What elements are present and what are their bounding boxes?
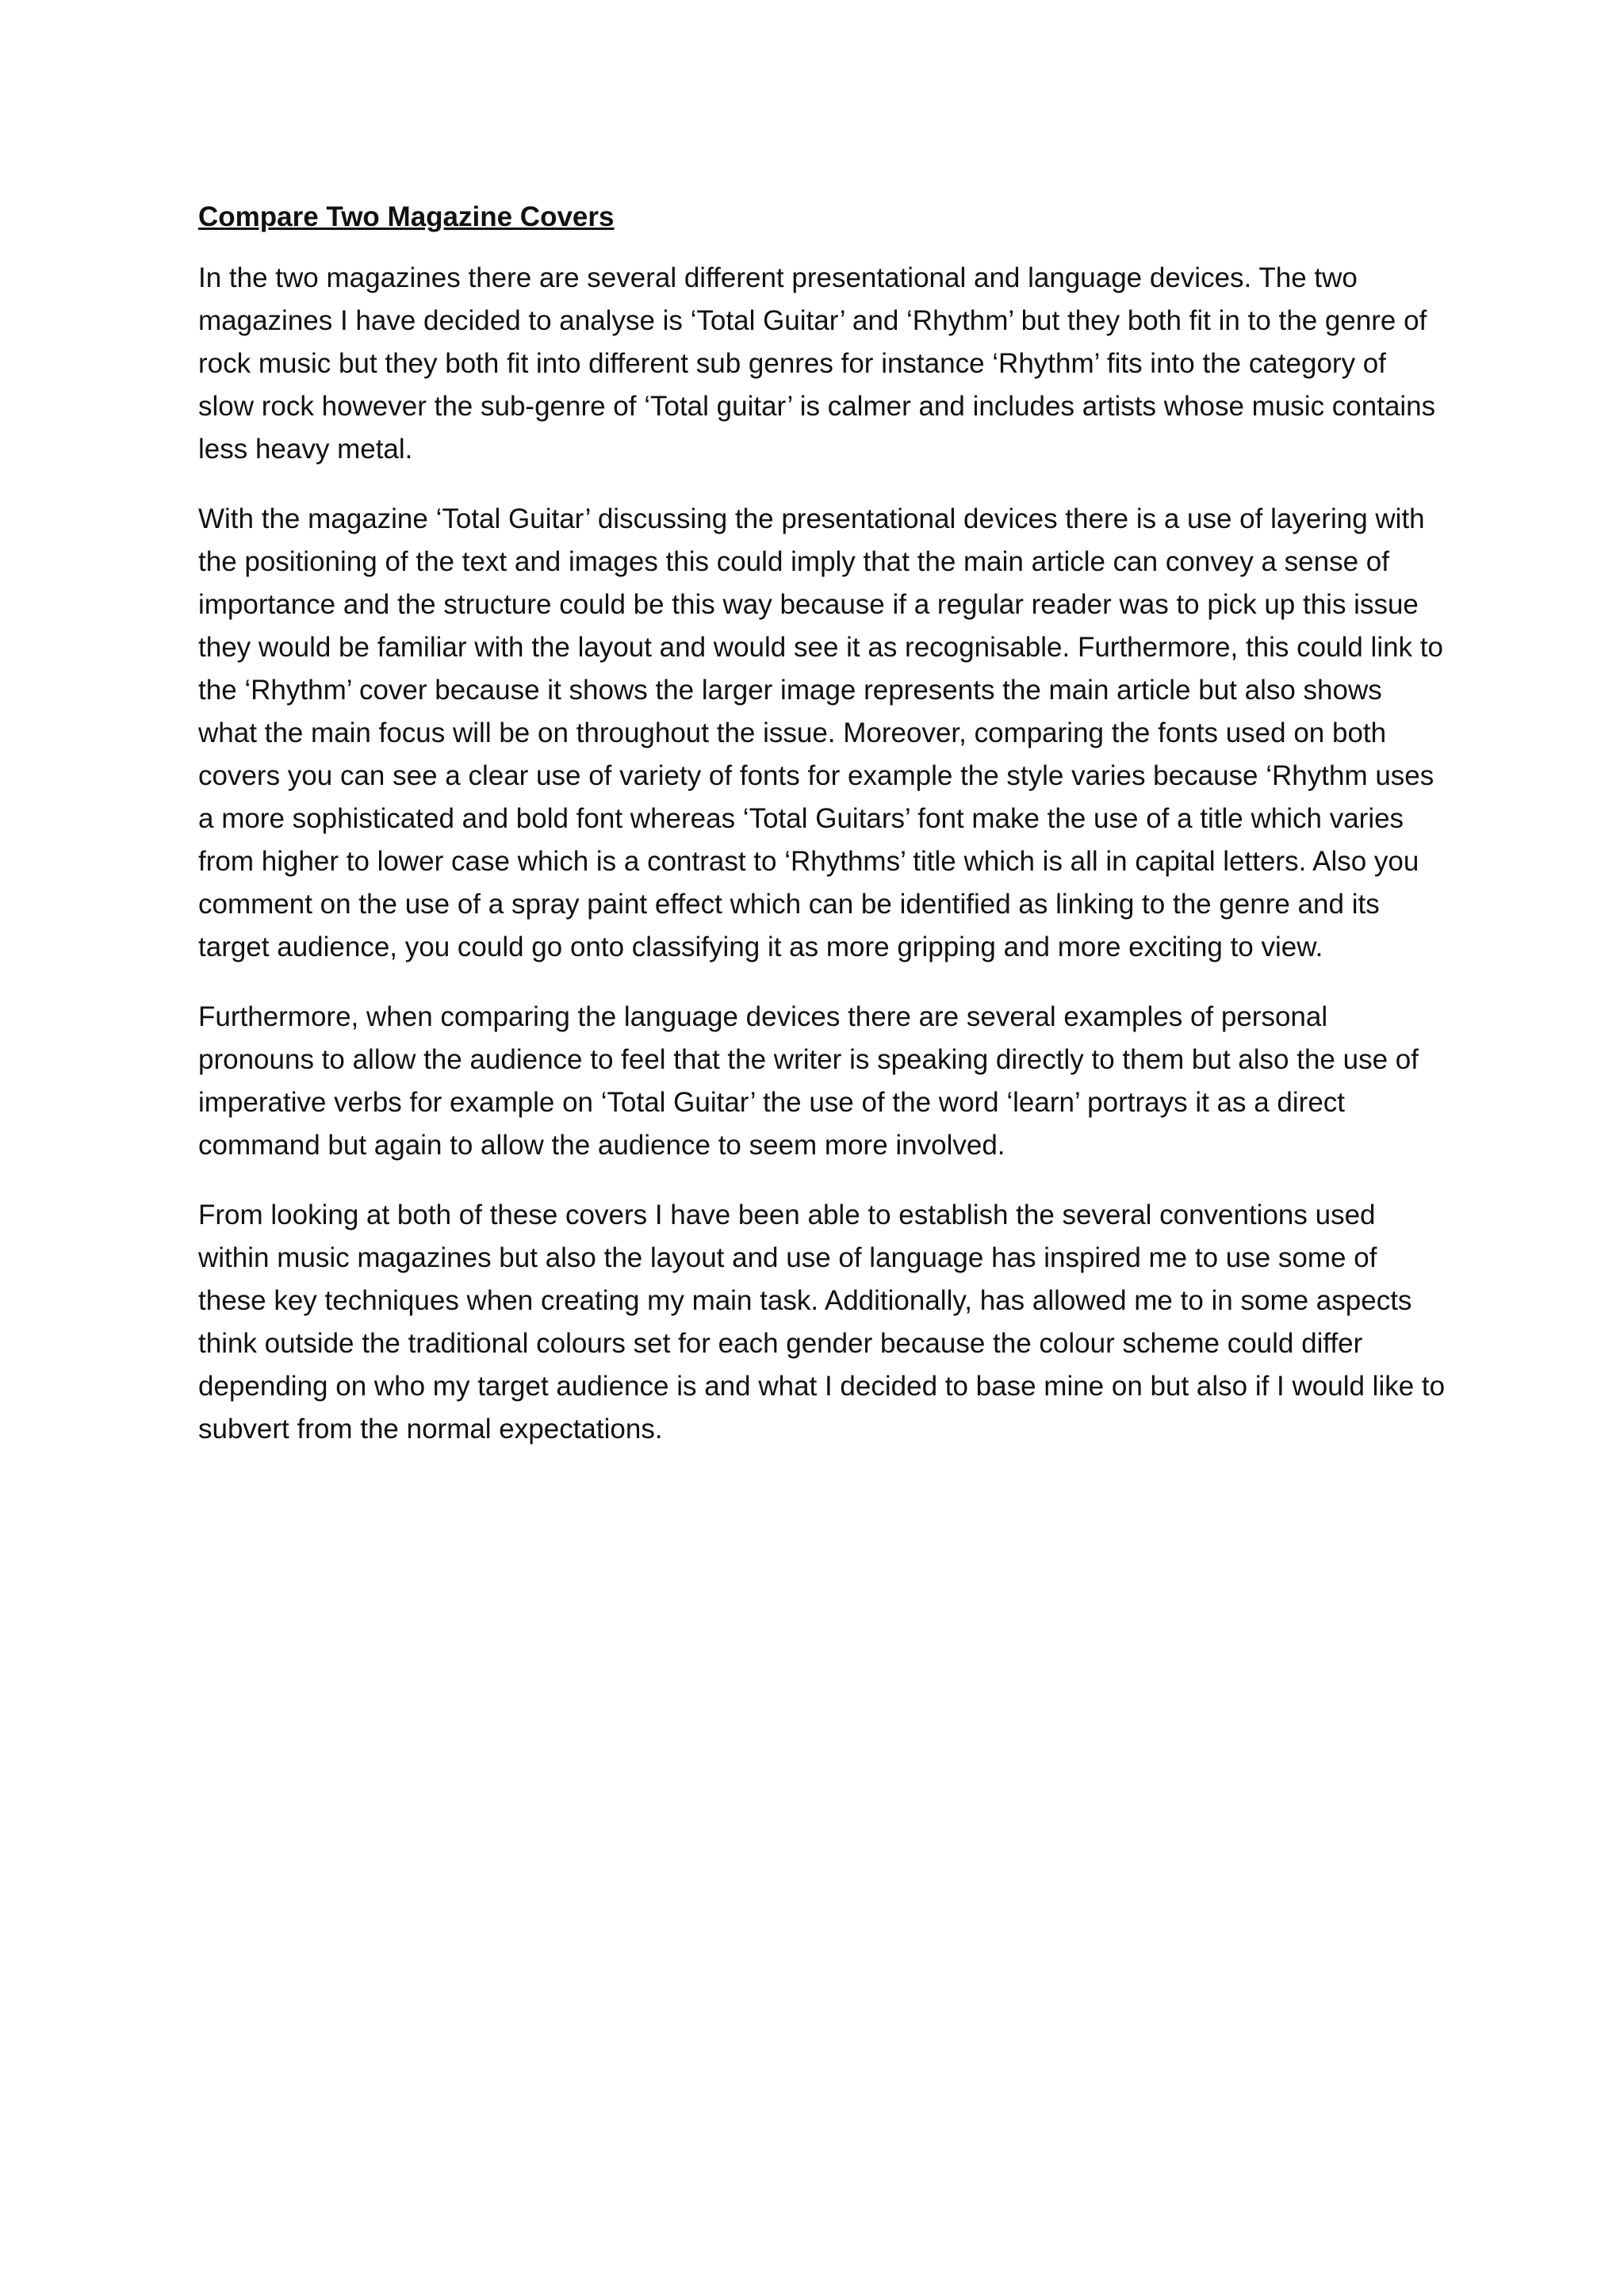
paragraph-4: From looking at both of these covers I have been able to establish the several conventions used within music magazines but also the layout and use of language has inspired me to use some of these key techniques when creating my main task. Additionally, has allowed me to in some aspects think outside the traditional colours set for each gender because the colour scheme could differ depending on who my target audience is and what I decided to base mine on but also if I would like to subvert from the normal expectations. — [198, 1200, 1446, 1445]
paragraph-3: Furthermore, when comparing the language devices there are several examples of personal pronouns to allow the audience to feel that the writer is speaking directly to them but also the use of imperative verbs for example on ‘Total Guitar’ the use of the word ‘learn’ portrays it as a direct command but again to allow the audience to seem more involved. — [198, 1001, 1419, 1161]
paragraph-2: With the magazine ‘Total Guitar’ discussing the presentational devices there is a use of layering with the positioning of the text and images this could imply that the main article can convey a sense of importance and the structure could be this way because if a regular reader was to pick up this issue they would be familiar with the layout and would see it as recognisable. Furthermore, this could link to the ‘Rhythm’ cover because it shows the larger image represents the main article but also shows what the main focus will be on throughout the issue. Moreover, comparing the fonts used on both covers you can see a clear use of variety of fonts for example the style varies because ‘Rhythm uses a more sophisticated and bold font whereas ‘Total Guitars’ font make the use of a title which varies from higher to lower case which is a contrast to ‘Rhythms’ title which is all in capital letters. Also you comment on the use of a spray paint effect which can be identified as linking to the genre and its target audience, you could go onto classifying it as more gripping and more exciting to view. — [198, 503, 1443, 962]
document-title: Compare Two Magazine Covers — [198, 201, 615, 232]
paragraph-1: In the two magazines there are several different presentational and language devices. The two magazines I have decided to analyse is ‘Total Guitar’ and ‘Rhythm’ but they both fit in to the genre of rock music but they both fit into different sub genres for instance ‘Rhythm’ fits into the category of slow rock however the sub-genre of ‘Total guitar’ is calmer and includes artists whose music contains less heavy metal. — [198, 262, 1436, 465]
document-body — [198, 198, 1447, 1478]
